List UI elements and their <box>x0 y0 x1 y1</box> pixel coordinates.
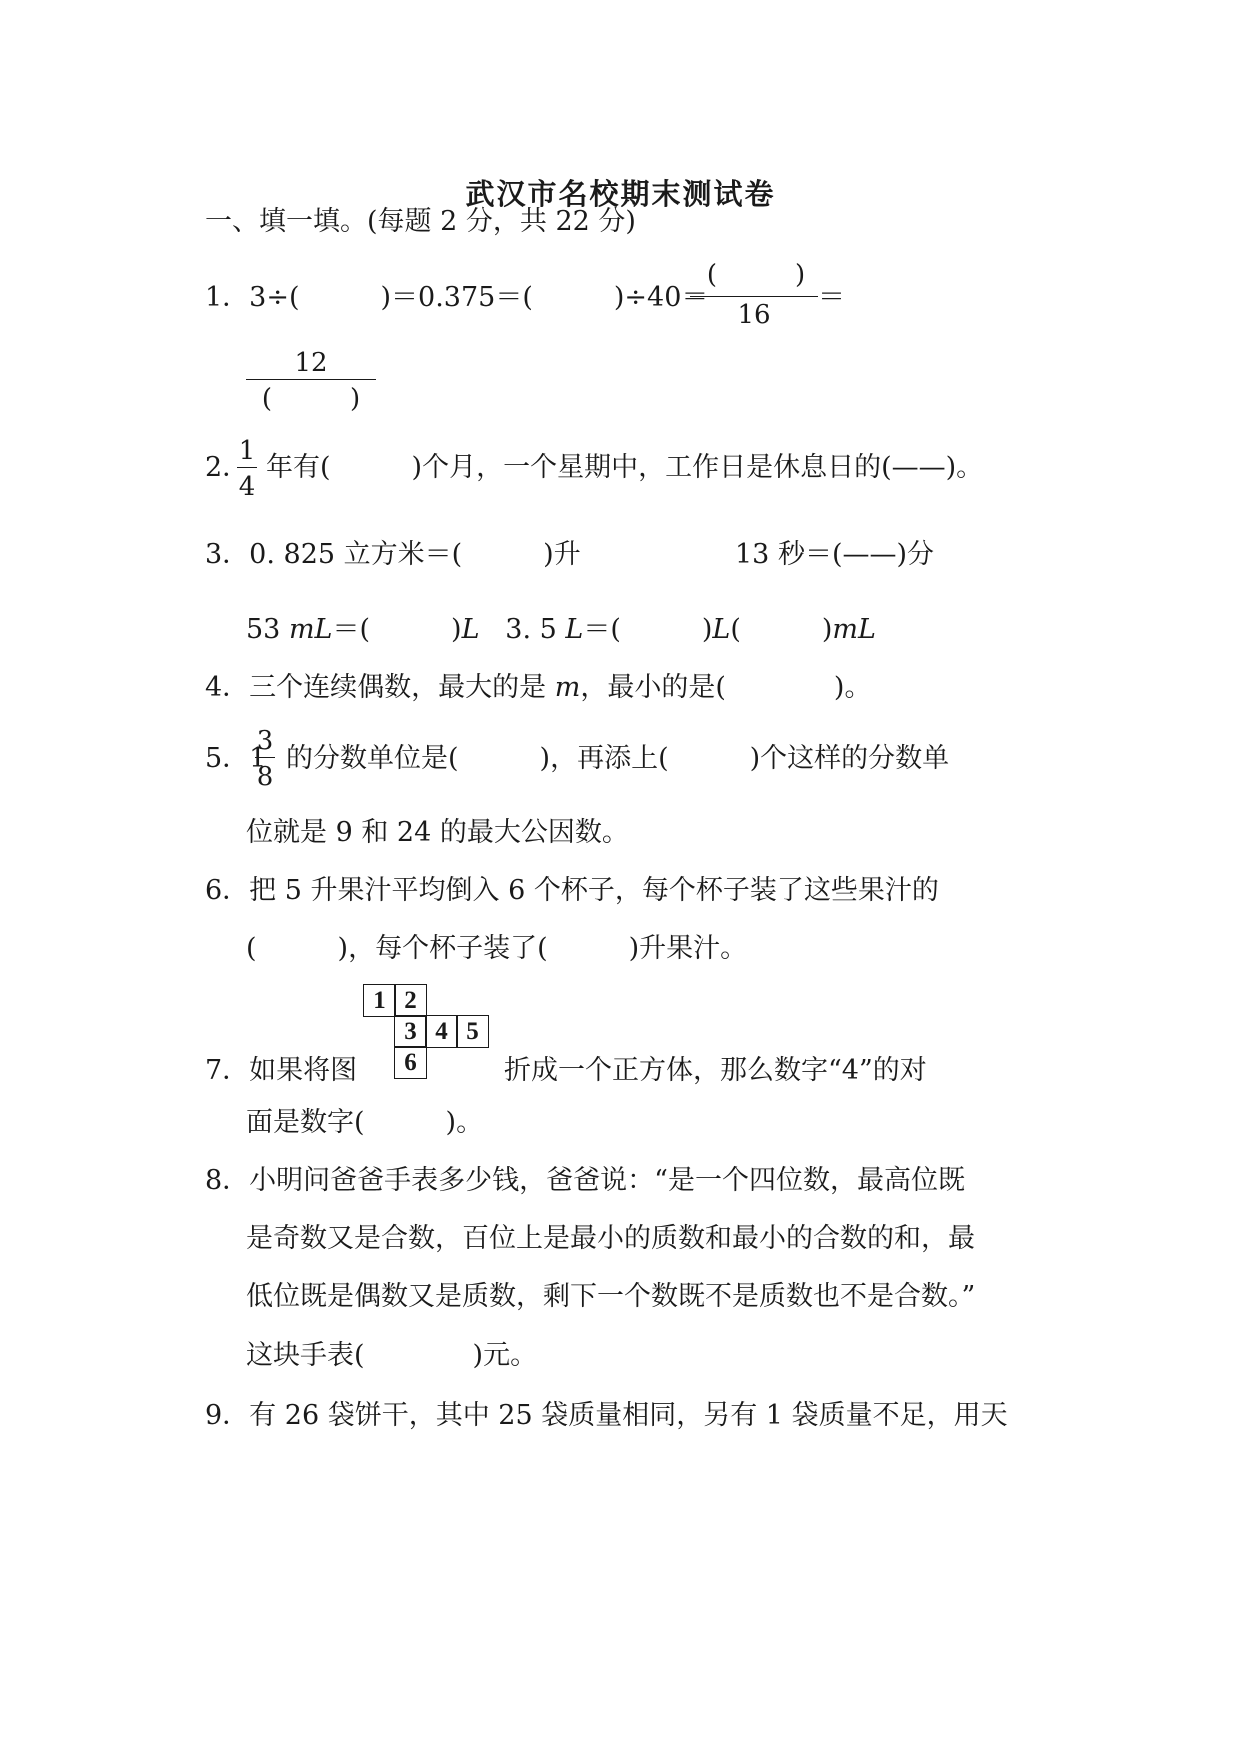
question-3-volume: 3．0. 825 立方米＝( )升 <box>205 539 581 570</box>
question-3-capacity-line: 53 mL＝( )L 3. 5 L＝( )L( )mL <box>246 614 876 645</box>
net-cell-4: 4 <box>425 1015 458 1048</box>
q1-fraction2-denominator: ( ) <box>261 384 361 414</box>
q1-fraction1-denominator: 16 <box>737 300 771 330</box>
question-9-line1: 9．有 26 袋饼干，其中 25 袋质量相同，另有 1 袋质量不足，用天 <box>205 1400 1008 1431</box>
question-7-text-b: 折成一个正方体，那么数字“4”的对 <box>504 1055 927 1086</box>
q1-fraction2-bar <box>246 379 376 380</box>
net-cell-5: 5 <box>456 1015 489 1048</box>
q5-fraction-numerator: 3 <box>256 726 274 756</box>
question-6-line2: ( )，每个杯子装了( )升果汁。 <box>246 933 748 964</box>
q2-fraction-denominator: 4 <box>238 472 256 502</box>
q5-fraction-denominator: 8 <box>256 762 274 792</box>
section-heading: 一、填一填。(每题 2 分，共 22 分) <box>205 206 636 237</box>
q1-fraction1-numerator: ( ) <box>706 260 806 290</box>
question-8-line4: 这块手表( )元。 <box>246 1340 538 1371</box>
question-3-time: 13 秒＝(——)分 <box>735 539 935 570</box>
question-8-line2: 是奇数又是合数，百位上是最小的质数和最小的合数的和，最 <box>246 1223 975 1254</box>
net-cell-2: 2 <box>394 984 427 1017</box>
net-cell-1: 1 <box>363 984 396 1017</box>
q5-fraction-bar <box>255 757 275 758</box>
question-2-text: 年有( )个月，一个星期中，工作日是休息日的(——)。 <box>266 452 984 483</box>
q1-equals: ＝ <box>818 282 845 313</box>
page-title: 武汉市名校期末测试卷 <box>465 177 776 211</box>
q1-fraction2-numerator: 12 <box>294 348 328 378</box>
q1-fraction1-bar <box>690 296 818 297</box>
question-5-label: 5．1 <box>205 743 267 774</box>
question-8-line1: 8．小明问爸爸手表多少钱，爸爸说：“是一个四位数，最高位既 <box>205 1165 965 1196</box>
question-2-label: 2． <box>205 452 250 483</box>
question-4-text: 4．三个连续偶数，最大的是 m，最小的是( )。 <box>205 672 872 703</box>
q2-fraction-numerator: 1 <box>238 436 256 466</box>
net-cell-6: 6 <box>394 1046 427 1079</box>
question-5-line2: 位就是 9 和 24 的最大公因数。 <box>246 817 629 848</box>
net-cell-3: 3 <box>394 1015 427 1048</box>
question-6-line1: 6．把 5 升果汁平均倒入 6 个杯子，每个杯子装了这些果汁的 <box>205 875 939 906</box>
question-1-text: 1．3÷( )＝0.375＝( )÷40＝ <box>205 282 709 313</box>
question-7-line2: 面是数字( )。 <box>246 1107 484 1138</box>
question-5-text: 的分数单位是( )，再添上( )个这样的分数单 <box>286 743 950 774</box>
question-7-text-a: 7．如果将图 <box>205 1055 358 1086</box>
question-8-line3: 低位既是偶数又是质数，剩下一个数既不是质数也不是合数。” <box>246 1281 976 1312</box>
q2-fraction-bar <box>237 467 257 468</box>
